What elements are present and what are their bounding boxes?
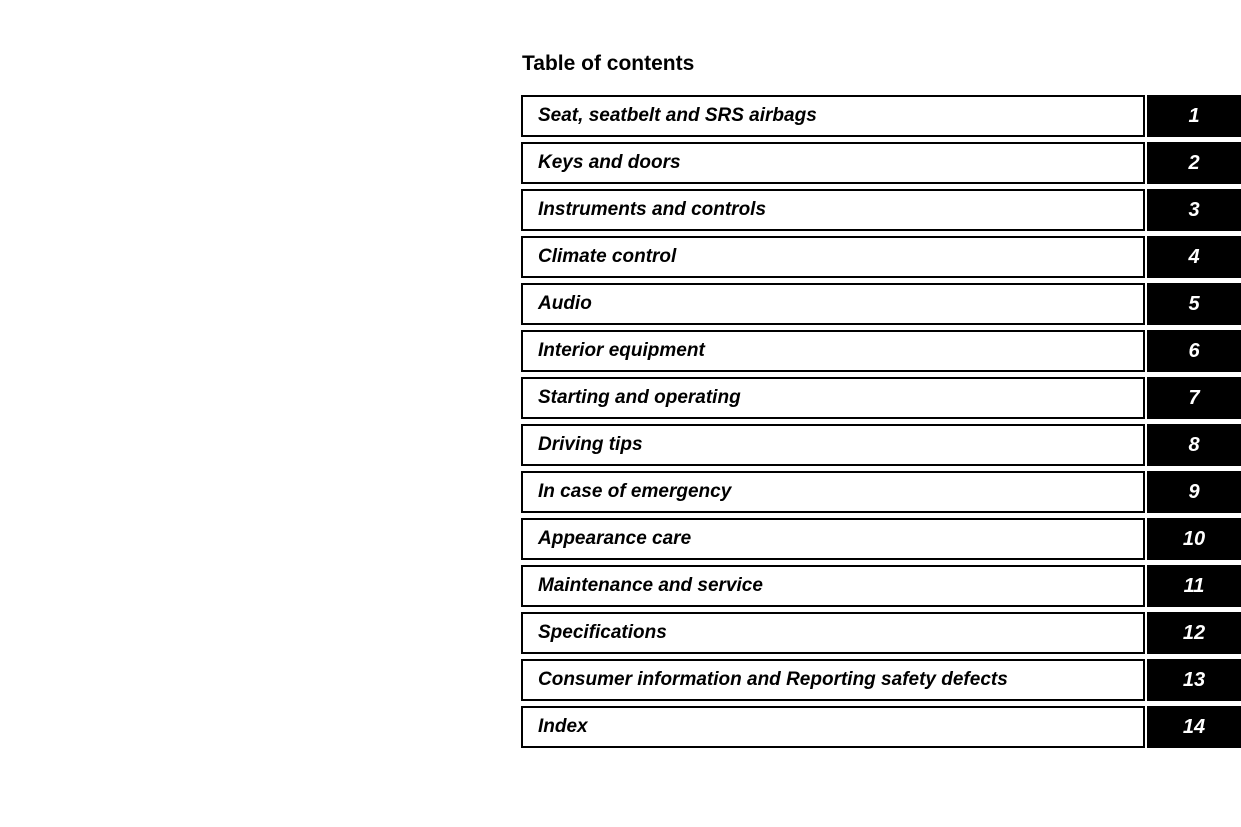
chapter-number-badge xyxy=(1147,330,1241,372)
toc-entry-text: Appearance care xyxy=(538,528,692,549)
toc-entry-label xyxy=(521,518,1145,560)
chapter-number: 9 xyxy=(1188,480,1200,503)
chapter-number: 12 xyxy=(1182,621,1206,644)
toc-row xyxy=(521,142,1241,184)
toc-entry-text: Audio xyxy=(538,293,592,314)
toc-entry-label xyxy=(521,283,1145,325)
chapter-number-badge xyxy=(1147,518,1241,560)
toc-row xyxy=(521,189,1241,231)
toc-entry-label xyxy=(521,189,1145,231)
chapter-number-badge xyxy=(1147,377,1241,419)
chapter-number: 6 xyxy=(1188,339,1200,362)
chapter-number: 14 xyxy=(1182,715,1206,738)
chapter-number: 4 xyxy=(1188,245,1200,268)
chapter-number: 10 xyxy=(1182,527,1206,550)
toc-entry-text: Interior equipment xyxy=(538,340,705,361)
toc-entry-label xyxy=(521,424,1145,466)
toc-entry-label xyxy=(521,236,1145,278)
chapter-number-badge xyxy=(1147,283,1241,325)
chapter-number: 5 xyxy=(1188,292,1200,315)
chapter-number: 11 xyxy=(1183,574,1205,597)
chapter-number-badge xyxy=(1147,471,1241,513)
toc-entry-label xyxy=(521,330,1145,372)
page-title: Table of contents xyxy=(522,52,695,75)
toc-row xyxy=(521,518,1241,560)
chapter-number-badge xyxy=(1147,95,1241,137)
toc-entry-text: Specifications xyxy=(538,622,667,643)
chapter-number: 3 xyxy=(1188,198,1200,221)
toc-entry-text: Starting and operating xyxy=(538,387,741,408)
toc-entry-text: Keys and doors xyxy=(538,152,681,173)
toc-row xyxy=(521,330,1241,372)
toc-row xyxy=(521,283,1241,325)
toc-row xyxy=(521,95,1241,137)
toc-entry-text: In case of emergency xyxy=(538,481,732,502)
toc-row xyxy=(521,471,1241,513)
chapter-number-badge xyxy=(1147,706,1241,748)
toc-entry-label xyxy=(521,95,1145,137)
chapter-number-badge xyxy=(1147,565,1241,607)
chapter-number-badge xyxy=(1147,424,1241,466)
chapter-number: 13 xyxy=(1182,668,1206,691)
toc-entry-text: Maintenance and service xyxy=(538,575,763,596)
toc-entry-label xyxy=(521,659,1145,701)
toc-container xyxy=(521,50,1241,753)
toc-entry-text: Driving tips xyxy=(538,434,643,455)
toc-row xyxy=(521,236,1241,278)
toc-entry-text: Index xyxy=(538,716,588,737)
toc-entry-label xyxy=(521,706,1145,748)
toc-entry-text: Seat, seatbelt and SRS airbags xyxy=(538,105,817,126)
chapter-number: 1 xyxy=(1188,104,1200,127)
toc-row xyxy=(521,612,1241,654)
toc-row xyxy=(521,706,1241,748)
toc-list xyxy=(521,95,1241,748)
toc-entry-text: Instruments and controls xyxy=(538,199,767,220)
chapter-number-badge xyxy=(1147,236,1241,278)
toc-row xyxy=(521,377,1241,419)
toc-entry-label xyxy=(521,612,1145,654)
chapter-number: 2 xyxy=(1188,151,1200,174)
toc-row xyxy=(521,424,1241,466)
chapter-number-badge xyxy=(1147,612,1241,654)
toc-entry-text: Consumer information and Reporting safety defects xyxy=(538,669,1008,690)
chapter-number-badge xyxy=(1147,659,1241,701)
toc-entry-label xyxy=(521,377,1145,419)
toc-entry-text: Climate control xyxy=(538,246,677,267)
toc-entry-label xyxy=(521,471,1145,513)
toc-entry-label xyxy=(521,142,1145,184)
chapter-number: 8 xyxy=(1188,433,1200,456)
chapter-number-badge xyxy=(1147,142,1241,184)
toc-row xyxy=(521,565,1241,607)
chapter-number-badge xyxy=(1147,189,1241,231)
toc-row xyxy=(521,659,1241,701)
toc-entry-label xyxy=(521,565,1145,607)
chapter-number: 7 xyxy=(1188,386,1200,409)
